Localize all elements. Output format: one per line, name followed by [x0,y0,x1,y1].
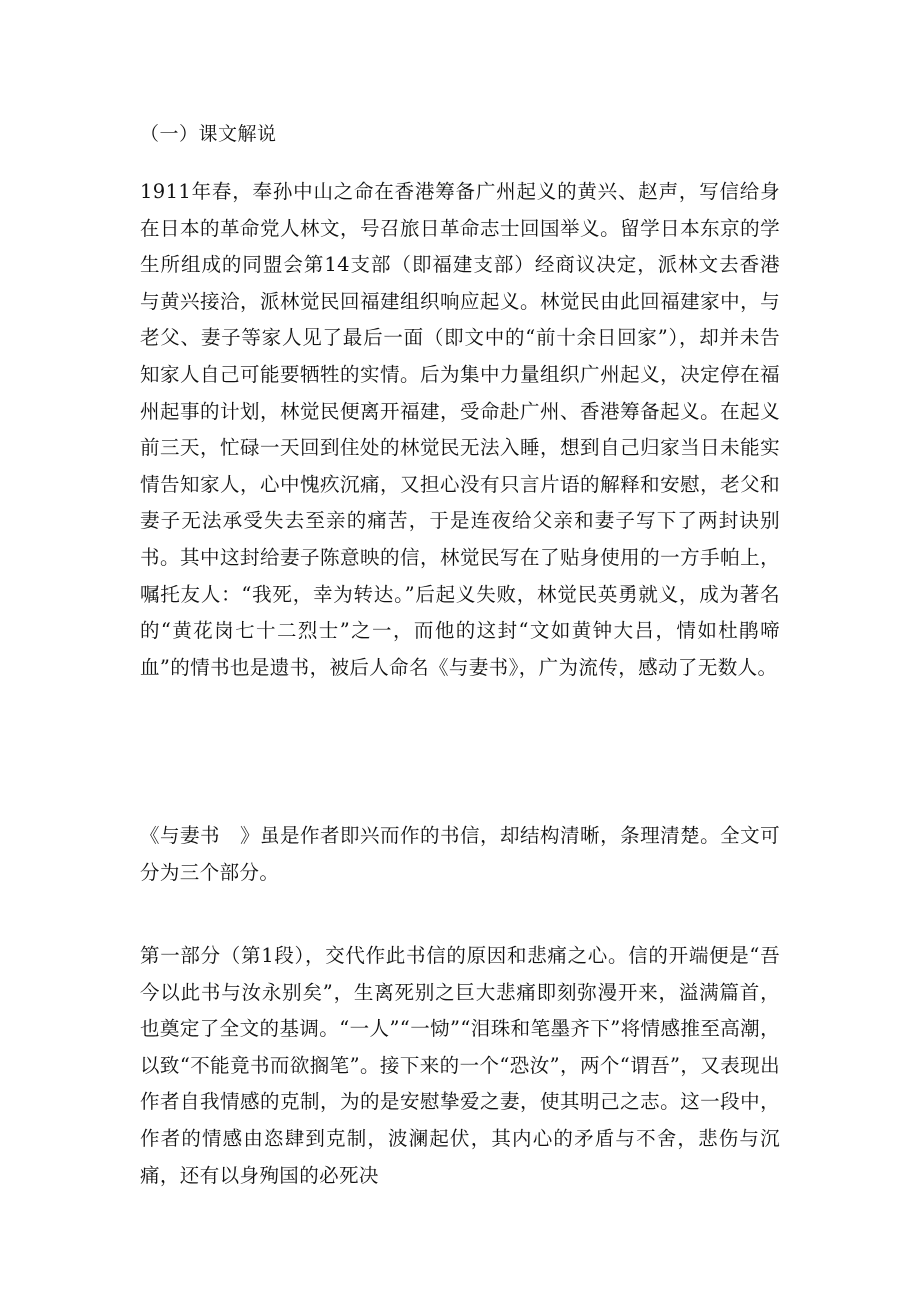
section-heading: （一）课文解说 [140,123,277,145]
paragraph-structure: 《与妻书 》虽是作者即兴而作的书信，却结构清晰，条理清楚。全文可分为三个部分。 [140,824,780,884]
paragraph-part-one: 第一部分（第1段），交代作此书信的原因和悲痛之心。信的开端便是“吾今以此书与汝永别矣”，生离死别之巨大悲痛即刻弥漫开来，溢满篇首，也奠定了全文的基调。“一人”“一恸”“泪珠和笔墨齐下”将情感推至高潮，以致“不能竟书而欲搁笔”。接下来的一个“恐汝”，两个“谓吾”，又表现出作者自我情感的克制，为的是安慰挚爱之妻，使其明己之志。这一段中，作者的情感由恣肆到克制，波澜起伏，其内心的矛盾与不舍，悲伤与沉痛，还有以身殉国的必死决 [140,944,780,1187]
paragraph-background: 1911年春，奉孙中山之命在香港筹备广州起义的黄兴、赵声，写信给身在日本的革命党人林文，号召旅日革命志士回国举义。留学日本东京的学生所组成的同盟会第14支部（即福建支部）经商议决定，派林文去香港与黄兴接洽，派林觉民回福建组织响应起义。林觉民由此回福建家中，与老父、妻子等家人见了最后一面（即文中的“前十余日回家”），却并未告知家人自己可能要牺牲的实情。后为集中力量组织广州起义，决定停在福州起事的计划，林觉民便离开福建，受命赴广州、香港筹备起义。在起义前三天，忙碌一天回到住处的林觉民无法入睡，想到自己归家当日未能实情告知家人，心中愧疚沉痛，又担心没有只言片语的解释和安慰，老父和妻子无法承受失去至亲的痛苦，于是连夜给父亲和妻子写下了两封诀别书。其中这封给妻子陈意映的信，林觉民写在了贴身使用的一方手帕上，嘱托友人：“我死，幸为转达。”后起义失败，林觉民英勇就义，成为著名的“黄花岗七十二烈士”之一，而他的这封“文如黄钟大吕，情如杜鹃啼血”的情书也是遗书，被后人命名《与妻书》，广为流传，感动了无数人。 [140,180,780,679]
